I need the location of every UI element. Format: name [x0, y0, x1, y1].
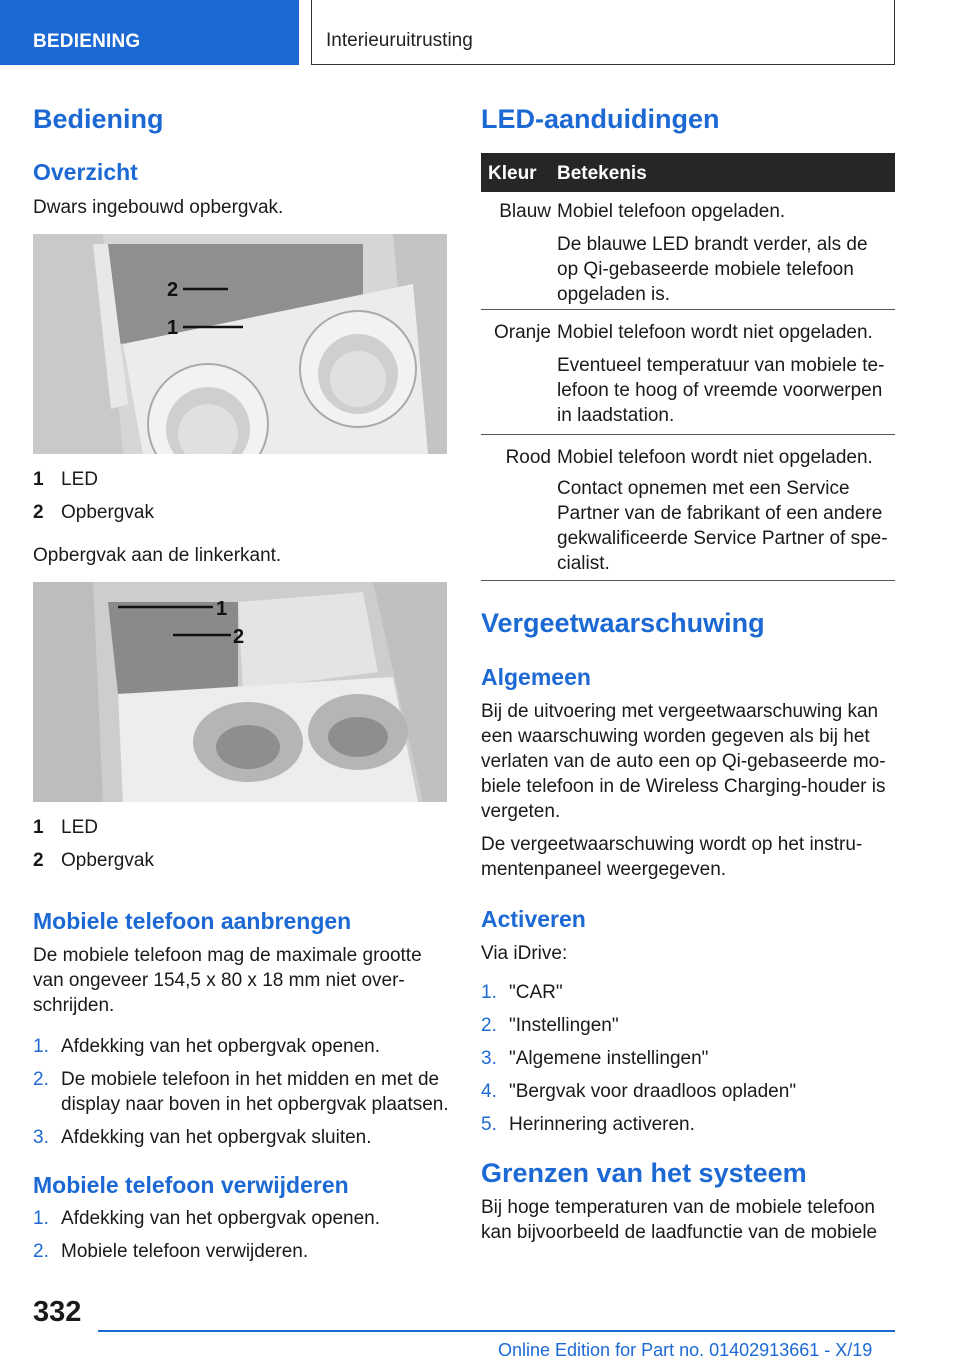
cell-detail: lefoon te hoog of vreemde voorwerpen — [557, 380, 883, 401]
overzicht-heading: Overzicht — [33, 159, 138, 185]
legend-item — [33, 815, 433, 840]
step-num: 2. — [481, 1015, 497, 1036]
step-num: 2. — [33, 1069, 49, 1090]
activeren-steps — [481, 980, 901, 1140]
step-text: "Instellingen" — [509, 1015, 619, 1036]
step-num: 5. — [481, 1114, 497, 1135]
table-header — [481, 153, 895, 192]
step-item — [33, 1125, 453, 1150]
step-item — [33, 1034, 453, 1059]
step-item — [481, 1013, 901, 1038]
table-row — [481, 310, 895, 435]
legend-label: Opbergvak — [61, 850, 154, 871]
callout-1: 1 — [167, 317, 179, 339]
verwijderen-steps — [33, 1206, 453, 1266]
storage-illustration — [33, 234, 447, 454]
aanbrengen-line: De mobiele telefoon mag de maximale grootte — [33, 945, 422, 966]
cell-color: Oranje — [493, 322, 551, 343]
display-line: De vergeetwaarschuwing wordt op het instru- — [481, 834, 863, 855]
table-row — [481, 192, 895, 310]
step-num: 3. — [481, 1048, 497, 1069]
step-num: 3. — [33, 1127, 49, 1148]
chapter-tab — [0, 0, 299, 65]
step-text: Herinnering activeren. — [509, 1114, 695, 1135]
step-num: 1. — [481, 982, 497, 1003]
figure-storage-left — [33, 582, 447, 802]
cell-detail: in laadstation. — [557, 405, 675, 426]
led-title: LED-aanduidingen — [481, 104, 720, 134]
step-text: "Bergvak voor draadloos opladen" — [509, 1081, 797, 1102]
header-kleur: Kleur — [488, 163, 537, 184]
cell-detail: gekwalificeerde Service Partner of spe- — [557, 528, 888, 549]
algemeen-line: vergeten. — [481, 801, 561, 822]
cell-color: Blauw — [499, 201, 551, 222]
aanbrengen-line: schrijden. — [33, 995, 115, 1016]
legend-item — [33, 848, 433, 873]
step-item — [33, 1206, 453, 1231]
verwijderen-heading: Mobiele telefoon verwijderen — [33, 1172, 349, 1198]
step-text: "Algemene instellingen" — [509, 1048, 709, 1069]
cell-detail: op Qi-gebaseerde mobiele telefoon — [557, 259, 854, 280]
via-idrive: Via iDrive: — [481, 943, 568, 964]
legend-num: 2 — [33, 850, 44, 871]
footer-rule — [98, 1330, 895, 1332]
legend-item — [33, 500, 433, 525]
step-item — [481, 1079, 901, 1104]
page-number: 332 — [33, 1296, 82, 1328]
algemeen-line: biele telefoon in de Wireless Charging-houder is — [481, 776, 886, 797]
cell-main: Mobiel telefoon opgeladen. — [557, 201, 786, 222]
overzicht-intro: Dwars ingebouwd opbergvak. — [33, 197, 284, 218]
callout-2: 2 — [167, 279, 179, 301]
step-item — [481, 980, 901, 1005]
step-num: 4. — [481, 1081, 497, 1102]
cell-detail: opgeladen is. — [557, 284, 671, 305]
step-item — [33, 1067, 453, 1117]
left-storage-intro: Opbergvak aan de linkerkant. — [33, 545, 282, 566]
cell-main: Mobiel telefoon wordt niet opgeladen. — [557, 447, 873, 468]
led-table — [481, 153, 895, 581]
legend-num: 1 — [33, 469, 44, 490]
step-num: 1. — [33, 1208, 49, 1229]
legend-num: 1 — [33, 817, 44, 838]
algemeen-line: verlaten van de auto een op Qi-gebaseerde mo- — [481, 751, 886, 772]
algemeen-heading: Algemeen — [481, 664, 591, 690]
section-header — [311, 0, 895, 65]
footer-edition: Online Edition for Part no. 01402913661 - X/19 — [498, 1340, 873, 1360]
callout-1: 1 — [216, 598, 228, 620]
figure1-legend — [33, 467, 433, 527]
algemeen-line: Bij de uitvoering met vergeetwaarschuwing kan — [481, 701, 879, 722]
step-text: De mobiele telefoon in het midden en met de — [61, 1069, 440, 1090]
cell-detail: Eventueel temperatuur van mobiele te- — [557, 355, 885, 376]
cell-detail: De blauwe LED brandt verder, als de — [557, 234, 868, 255]
step-item — [481, 1046, 901, 1071]
legend-label: LED — [61, 469, 98, 490]
aanbrengen-line: van ongeveer 154,5 x 80 x 18 mm niet over- — [33, 970, 405, 991]
page-title: Bediening — [33, 104, 164, 134]
step-text: Afdekking van het opbergvak openen. — [61, 1036, 381, 1057]
grenzen-title: Grenzen van het systeem — [481, 1158, 807, 1188]
figure2-legend — [33, 815, 433, 875]
chapter-label: BEDIENING — [33, 31, 141, 52]
table-row — [481, 435, 895, 581]
step-item — [33, 1239, 453, 1264]
grenzen-line: Bij hoge temperaturen van de mobiele telefoon — [481, 1197, 875, 1218]
callout-2: 2 — [233, 626, 245, 648]
aanbrengen-steps — [33, 1034, 453, 1148]
cell-detail: Contact opnemen met een Service — [557, 478, 850, 499]
header-betekenis: Betekenis — [557, 163, 647, 184]
step-text: display naar boven in het opbergvak plaatsen. — [61, 1094, 449, 1115]
step-item — [481, 1112, 901, 1137]
aanbrengen-heading: Mobiele telefoon aanbrengen — [33, 908, 352, 934]
step-text: "CAR" — [509, 982, 563, 1003]
display-line: mentenpaneel weergegeven. — [481, 859, 727, 880]
legend-label: Opbergvak — [61, 502, 154, 523]
vergeet-title: Vergeetwaarschuwing — [481, 608, 765, 638]
step-num: 2. — [33, 1241, 49, 1262]
legend-item — [33, 467, 433, 492]
storage-illustration — [33, 582, 447, 802]
activeren-heading: Activeren — [481, 906, 586, 932]
section-label: Interieuruitrusting — [326, 30, 473, 51]
step-num: 1. — [33, 1036, 49, 1057]
cell-detail: cialist. — [557, 553, 610, 574]
figure-storage-transverse — [33, 234, 447, 454]
algemeen-line: een waarschuwing worden gegeven als bij het — [481, 726, 870, 747]
legend-label: LED — [61, 817, 98, 838]
grenzen-line: kan bijvoorbeeld de laadfunctie van de mobiele — [481, 1222, 878, 1243]
cell-main: Mobiel telefoon wordt niet opgeladen. — [557, 322, 873, 343]
cell-detail: Partner van de fabrikant of een andere — [557, 503, 883, 524]
legend-num: 2 — [33, 502, 44, 523]
cell-color: Rood — [505, 447, 551, 468]
step-text: Afdekking van het opbergvak openen. — [61, 1208, 381, 1229]
step-text: Mobiele telefoon verwijderen. — [61, 1241, 309, 1262]
step-text: Afdekking van het opbergvak sluiten. — [61, 1127, 372, 1148]
